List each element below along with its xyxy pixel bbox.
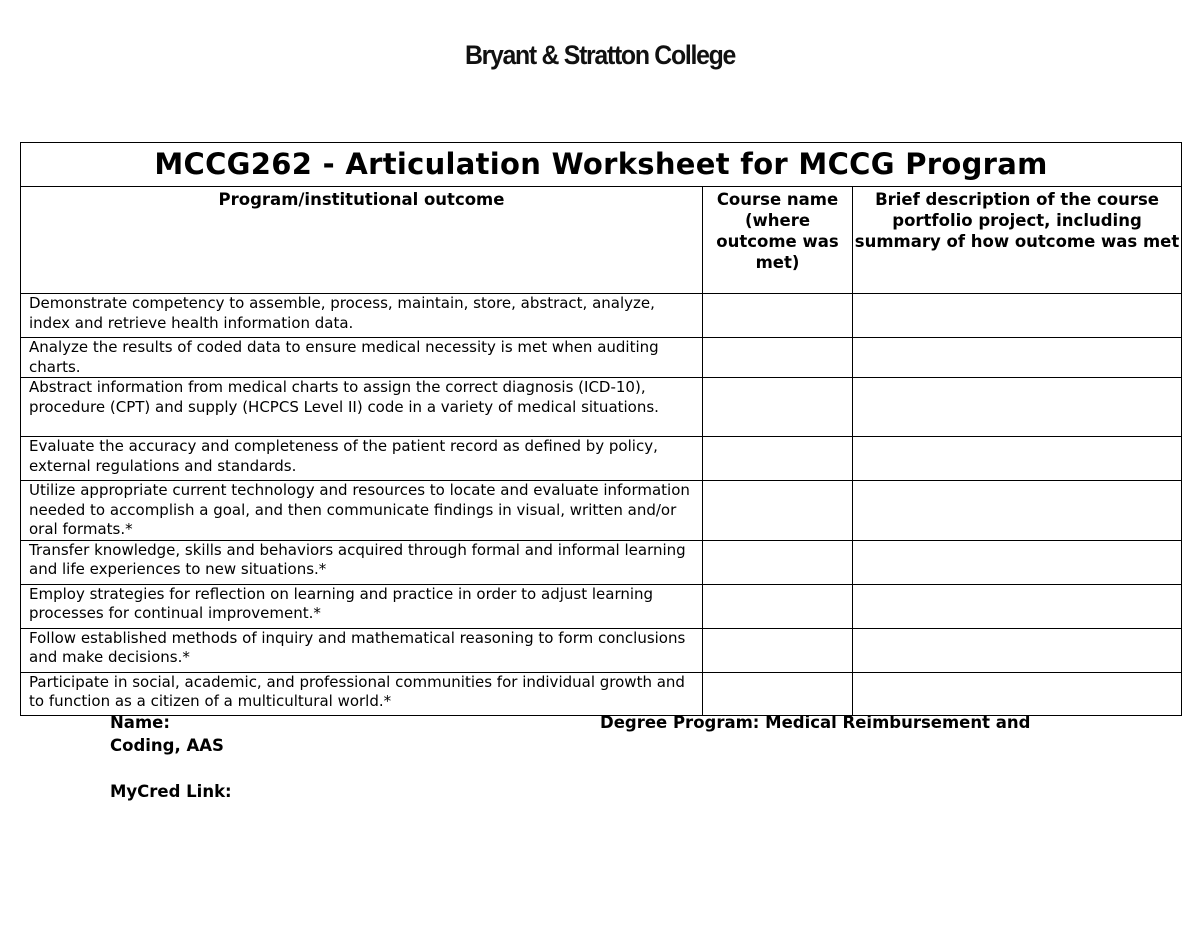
articulation-worksheet-table bbox=[20, 142, 1182, 716]
column-header-outcome: Program/institutional outcome bbox=[21, 187, 703, 294]
course-name-cell[interactable] bbox=[703, 540, 853, 584]
name-label: Name: bbox=[110, 713, 170, 732]
table-row bbox=[21, 437, 1182, 481]
outcome-cell: Employ strategies for reflection on learning and practice in order to adjust learning processes for continual improvement.* bbox=[21, 584, 703, 628]
outcome-cell: Abstract information from medical charts to assign the correct diagnosis (ICD-10), procedure (CPT) and supply (HCPCS Level II) code in a variety of medical situations. bbox=[21, 378, 703, 437]
description-cell[interactable] bbox=[853, 540, 1182, 584]
description-cell[interactable] bbox=[853, 584, 1182, 628]
column-header-description: Brief description of the course portfolio project, including summary of how outcome was met bbox=[853, 187, 1182, 294]
outcome-cell: Demonstrate competency to assemble, process, maintain, store, abstract, analyze, index and retrieve health information data. bbox=[21, 294, 703, 338]
course-name-cell[interactable] bbox=[703, 437, 853, 481]
table-row bbox=[21, 481, 1182, 541]
course-name-cell[interactable] bbox=[703, 338, 853, 378]
table-row bbox=[21, 338, 1182, 378]
table-row bbox=[21, 672, 1182, 715]
outcome-cell: Transfer knowledge, skills and behaviors acquired through formal and informal learning and life experiences to new situations.* bbox=[21, 540, 703, 584]
course-name-cell[interactable] bbox=[703, 628, 853, 672]
column-header-course-name: Course name (where outcome was met) bbox=[703, 187, 853, 294]
table-row bbox=[21, 584, 1182, 628]
description-cell[interactable] bbox=[853, 628, 1182, 672]
description-cell[interactable] bbox=[853, 294, 1182, 338]
description-cell[interactable] bbox=[853, 481, 1182, 541]
description-cell[interactable] bbox=[853, 338, 1182, 378]
table-row bbox=[21, 540, 1182, 584]
description-cell[interactable] bbox=[853, 378, 1182, 437]
mycred-link-label: MyCred Link: bbox=[110, 782, 232, 801]
course-name-cell[interactable] bbox=[703, 481, 853, 541]
course-name-cell[interactable] bbox=[703, 378, 853, 437]
table-row bbox=[21, 294, 1182, 338]
outcome-cell: Follow established methods of inquiry and mathematical reasoning to form conclusions and make decisions.* bbox=[21, 628, 703, 672]
table-row bbox=[21, 628, 1182, 672]
table-row bbox=[21, 378, 1182, 437]
description-cell[interactable] bbox=[853, 437, 1182, 481]
outcome-cell: Participate in social, academic, and professional communities for individual growth and to function as a citizen of a multicultural world.* bbox=[21, 672, 703, 715]
course-name-cell[interactable] bbox=[703, 294, 853, 338]
college-logo: Bryant & Stratton College bbox=[464, 40, 736, 70]
course-name-cell[interactable] bbox=[703, 584, 853, 628]
description-cell[interactable] bbox=[853, 672, 1182, 715]
outcome-cell: Evaluate the accuracy and completeness of the patient record as defined by policy, external regulations and standards. bbox=[21, 437, 703, 481]
outcome-cell: Utilize appropriate current technology and resources to locate and evaluate information needed to accomplish a goal, and then communicate findings in visual, written and/or oral formats.* bbox=[21, 481, 703, 541]
outcome-cell: Analyze the results of coded data to ensure medical necessity is met when auditing charts. bbox=[21, 338, 703, 378]
course-name-cell[interactable] bbox=[703, 672, 853, 715]
worksheet-footer bbox=[110, 711, 1110, 803]
degree-program-label: Degree Program: Medical Reimbursement and bbox=[600, 713, 1031, 732]
degree-program-continued: Coding, AAS bbox=[110, 736, 224, 755]
worksheet-title: MCCG262 - Articulation Worksheet for MCCG Program bbox=[21, 143, 1182, 187]
